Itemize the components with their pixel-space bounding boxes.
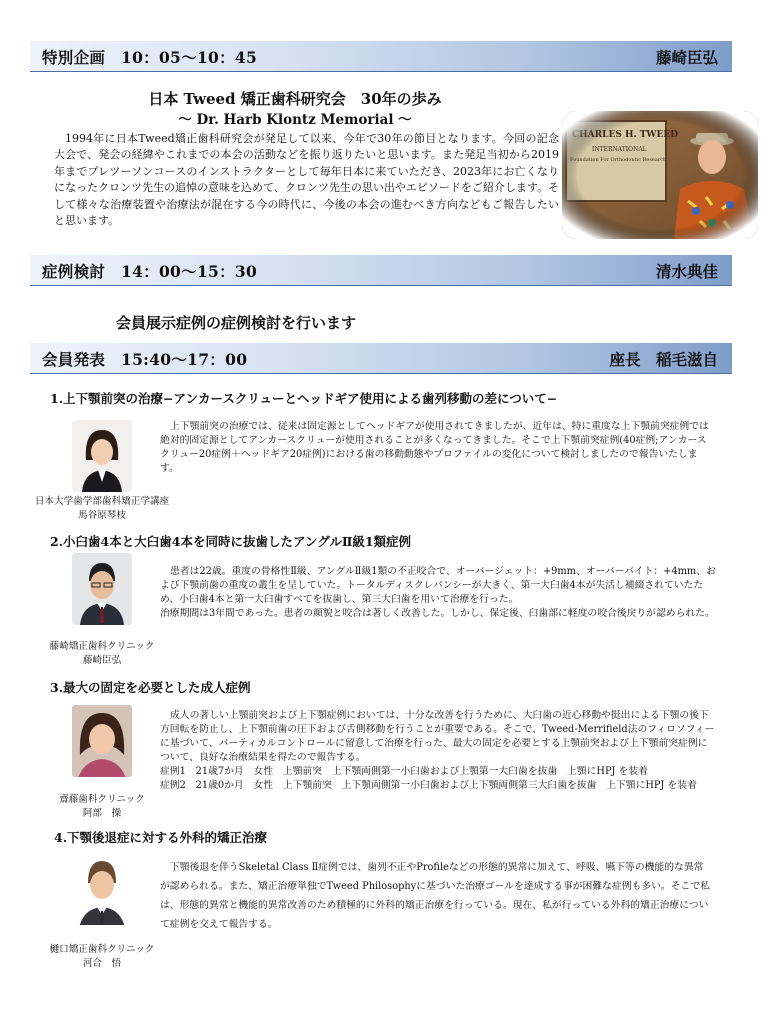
case-2-text: 患者は22歳。重度の骨格性Ⅱ級、アングルⅡ級1類の不正咬合で、オーバージェット：+9mm、オーバーバイト：+4mm、および下顎前歯の重度の叢生を呈していた。トータルディスクレパンシーが大きく、第一大臼歯4本が失活し補綴されていたため、小臼歯4本と第一大臼歯すべてを抜歯し、第三大臼歯を用いて治療を行った。 治療期間は3年間であった。患者の顔貌と咬合は著しく改善した。しかし、保定後、臼歯部に軽度の咬合後戻りが認められた。	[160, 566, 716, 619]
case-4-affiliation-block	[16, 943, 188, 970]
case-3-affiliation-block	[16, 793, 188, 820]
case-2-affiliation: 藤崎矯正歯科クリニック	[49, 641, 155, 652]
case-1-presenter: 馬谷原琴枝	[78, 509, 126, 521]
case-review-lead: 会員展示症例の症例検討を行います	[116, 314, 357, 332]
case-review-header	[30, 255, 732, 286]
special-body: 1994年に日本Tweed矯正歯科研究会が発足して以来、今年で30年の節目となります。今回の記念大会で、発会の経緯やこれまでの本会の活動などを振り返りたいと思います。また発足当初から2019年までプレツーソンコースのインストラクターとして毎年日本に来ていただき、2023年にお亡くなりになったクロンツ先生の追悼の意味を込めて、クロンツ先生の思い出やエピソードをご紹介します。そして様々な治療装置や治療法が混在する今の時代に、今後の本会の進むべき方向などもご報告したいと思います。	[54, 132, 559, 228]
special-session-header	[30, 41, 732, 72]
case-4-presenter: 河合 悟	[82, 957, 122, 969]
case-1-affiliation-block	[16, 495, 188, 522]
case-review-title: 症例検討 14：00～15：30	[42, 262, 258, 281]
portrait-photo-case-1	[72, 420, 132, 492]
portrait-photo-case-4	[72, 853, 132, 925]
special-session-title: 特別企画 10：05～10：45	[42, 48, 258, 67]
case-1-text: 上下顎前突の治療では、従来は固定源としてヘッドギアが使用されてきましたが、近年は、特に重度な上下顎前突症例では絶対的固定源としてアンカースクリューが使用されることが多くなってきました。そこで上下顎前突症例(40症例;アンカースクリュー20症例＋ヘッドギア20症例)における歯の移動動態やプロファイルの変化について検討しましたので報告いたします。	[160, 421, 709, 474]
member-presentation-chair: 座長 稲毛滋自	[609, 350, 718, 369]
special-subheading: ～ Dr. Harb Klontz Memorial ～	[178, 112, 412, 128]
member-presentation-title: 会員発表 15:40～17：00	[42, 350, 248, 369]
case-3-presenter: 阿部 操	[82, 807, 122, 819]
case-1-title: 1.上下顎前突の治療−アンカースクリューとヘッドギア使用による歯列移動の差について−	[50, 391, 558, 406]
member-presentation-header	[30, 343, 732, 374]
case-2-presenter: 藤崎臣弘	[82, 654, 122, 666]
case-4-affiliation: 樋口矯正歯科クリニック	[49, 944, 155, 955]
case-3-text: 成人の著しい上顎前突および上下顎症例においては、十分な改善を行うために、大臼歯の近心移動や挺出による下顎の後下方回転を防止し、上下顎前歯の圧下および舌側移動を行うことが重要である。そこで、Tweed-Merrifield法のフィロソフィーに基づいて、バーティカルコントロールに留意して治療を行った、最大の固定を必要とする上顎前突および上下顎前突症例について、良好な治療結果を得たので報告する。 症例1 21歳7か月 女性 上顎前突 上下顎両側第一小臼歯および上顎第一大臼歯を抜歯 上顎にHPJ を装着 症例2 21歳0か月 女性 上下顎前突 上下顎両側第一小臼歯および上下顎両側第三大臼歯を抜歯 上下顎にHPJ を装着	[160, 710, 715, 791]
portrait-photo-case-2	[72, 553, 132, 625]
case-1-affiliation: 日本大学歯学部歯科矯正学講座	[34, 496, 170, 507]
special-heading: 日本 Tweed 矯正歯科研究会 30年の歩み	[148, 90, 442, 108]
case-3-affiliation: 齋藤歯科クリニック	[59, 794, 145, 805]
case-2-title: 2.小臼歯4本と大臼歯4本を同時に抜歯したアングルⅡ級1類症例	[50, 534, 412, 549]
case-2-affiliation-block	[16, 640, 188, 667]
portrait-photo-case-3	[72, 705, 132, 777]
case-review-presenter: 清水典佳	[655, 262, 718, 281]
special-session-presenter: 藤崎臣弘	[655, 48, 718, 67]
case-4-text: 下顎後退を伴うSkeletal Class Ⅱ症例では、歯列不正やProfileなどの形態的異常に加えて、呼吸、嚥下等の機能的な異常が認められる。また、矯正治療単独でTweed Philosophyに基づいた治療ゴールを達成する事が困難な症例も多い。そこで私は、形態的異常と機能的異常改善のため積極的に外科的矯正治療を行っている。現在、私が行っている外科的矯正治療について症例を交えて報告する。	[160, 862, 710, 930]
case-4-title: 4.下顎後退症に対する外科的矯正治療	[54, 830, 268, 845]
tweed-plaque-photo	[562, 111, 758, 239]
case-3-title: 3.最大の固定を必要とした成人症例	[50, 680, 251, 695]
